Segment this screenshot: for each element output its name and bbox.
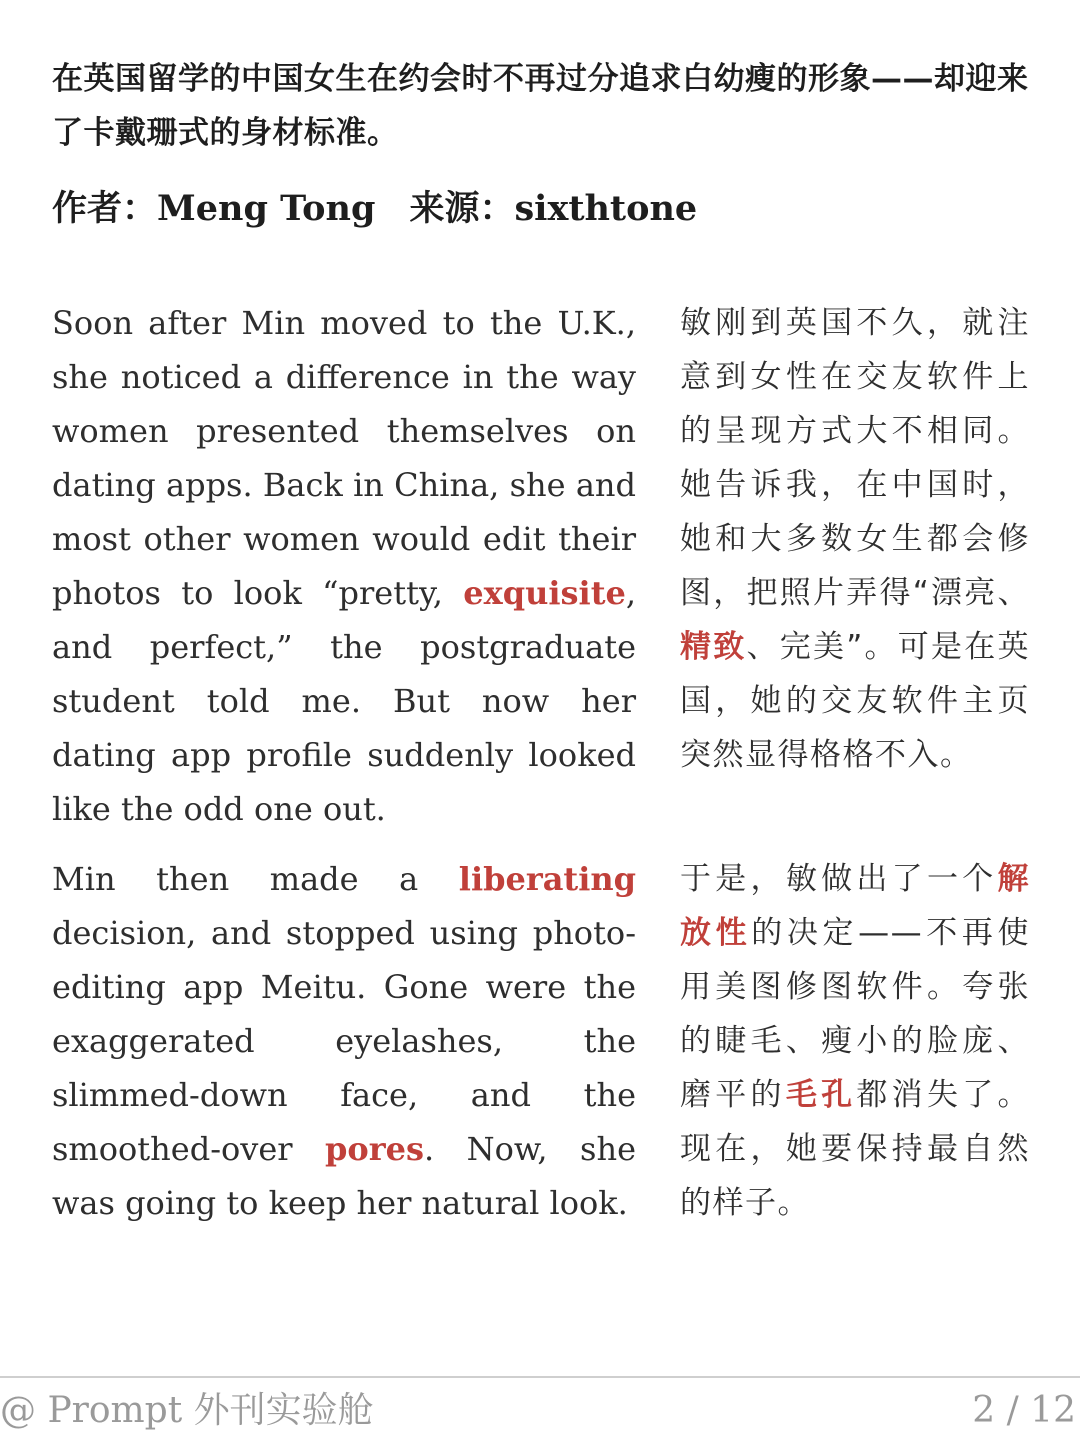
author-name: Meng Tong xyxy=(157,188,376,229)
vocab-highlight-pores: pores xyxy=(325,1130,424,1168)
chinese-text: 于是，敏做出了一个 xyxy=(680,861,998,897)
vocab-highlight-liberating: liberating xyxy=(458,860,636,898)
english-paragraph-1 xyxy=(52,296,636,836)
chinese-text: 都消失了。现在，她要保持最自然的样子。 xyxy=(680,1077,1031,1221)
source-label: 来源： xyxy=(409,188,515,229)
page-indicator: 2 / 12 xyxy=(972,1390,1076,1431)
footer xyxy=(0,1386,1080,1436)
footer-divider xyxy=(0,1376,1080,1378)
byline xyxy=(52,184,1030,234)
footer-brand: @ Prompt 外刊实验舱 xyxy=(0,1390,374,1431)
author-label: 作者： xyxy=(52,188,158,229)
chinese-text: 的决定——不再使用美图修图软件。夸张的睫毛、瘦小的脸庞、磨平的 xyxy=(680,915,1030,1113)
english-text: Min then made a xyxy=(52,860,459,898)
chinese-paragraph-1 xyxy=(680,296,1030,836)
headline: 在英国留学的中国女生在约会时不再过分追求白幼瘦的形象——却迎来了卡戴珊式的身材标准。 xyxy=(52,61,1029,151)
english-text: Soon after Min moved to the U.K., she noticed a difference in the way women presented themselves on dating apps. Back in China, she and most other women would edit their photos to look “pretty, xyxy=(52,304,636,612)
vocab-highlight-maokong: 毛孔 xyxy=(785,1077,857,1113)
paragraph-pair-1 xyxy=(52,296,1030,836)
english-paragraph-2 xyxy=(52,852,636,1230)
chinese-text: 、完美”。可是在英国，她的交友软件主页突然显得格格不入。 xyxy=(680,629,1031,773)
chinese-text: 敏刚到英国不久，就注意到女性在交友软件上的呈现方式大不相同。她告诉我，在中国时，她和大多数女生都会修图，把照片弄得“漂亮、 xyxy=(680,305,1030,611)
article xyxy=(52,52,1030,1230)
english-text: , and perfect,” the postgraduate student told me. But now her dating app profile suddenly looked like the odd one out. xyxy=(52,574,636,828)
english-text: . Now, she was going to keep her natural look. xyxy=(52,1130,637,1222)
vocab-highlight-jingzhi: 精致 xyxy=(680,629,747,665)
chinese-paragraph-2 xyxy=(680,852,1030,1230)
vocab-highlight-jiefangxing: 解放性 xyxy=(680,861,1030,951)
paragraph-pair-2 xyxy=(52,852,1030,1230)
vocab-highlight-exquisite: exquisite xyxy=(463,574,626,612)
english-text: decision, and stopped using photo-editing app Meitu. Gone were the exaggerated eyelashes, the slimmed-down face, and the smoothed-over xyxy=(52,914,636,1168)
source-name: sixthtone xyxy=(514,188,698,229)
